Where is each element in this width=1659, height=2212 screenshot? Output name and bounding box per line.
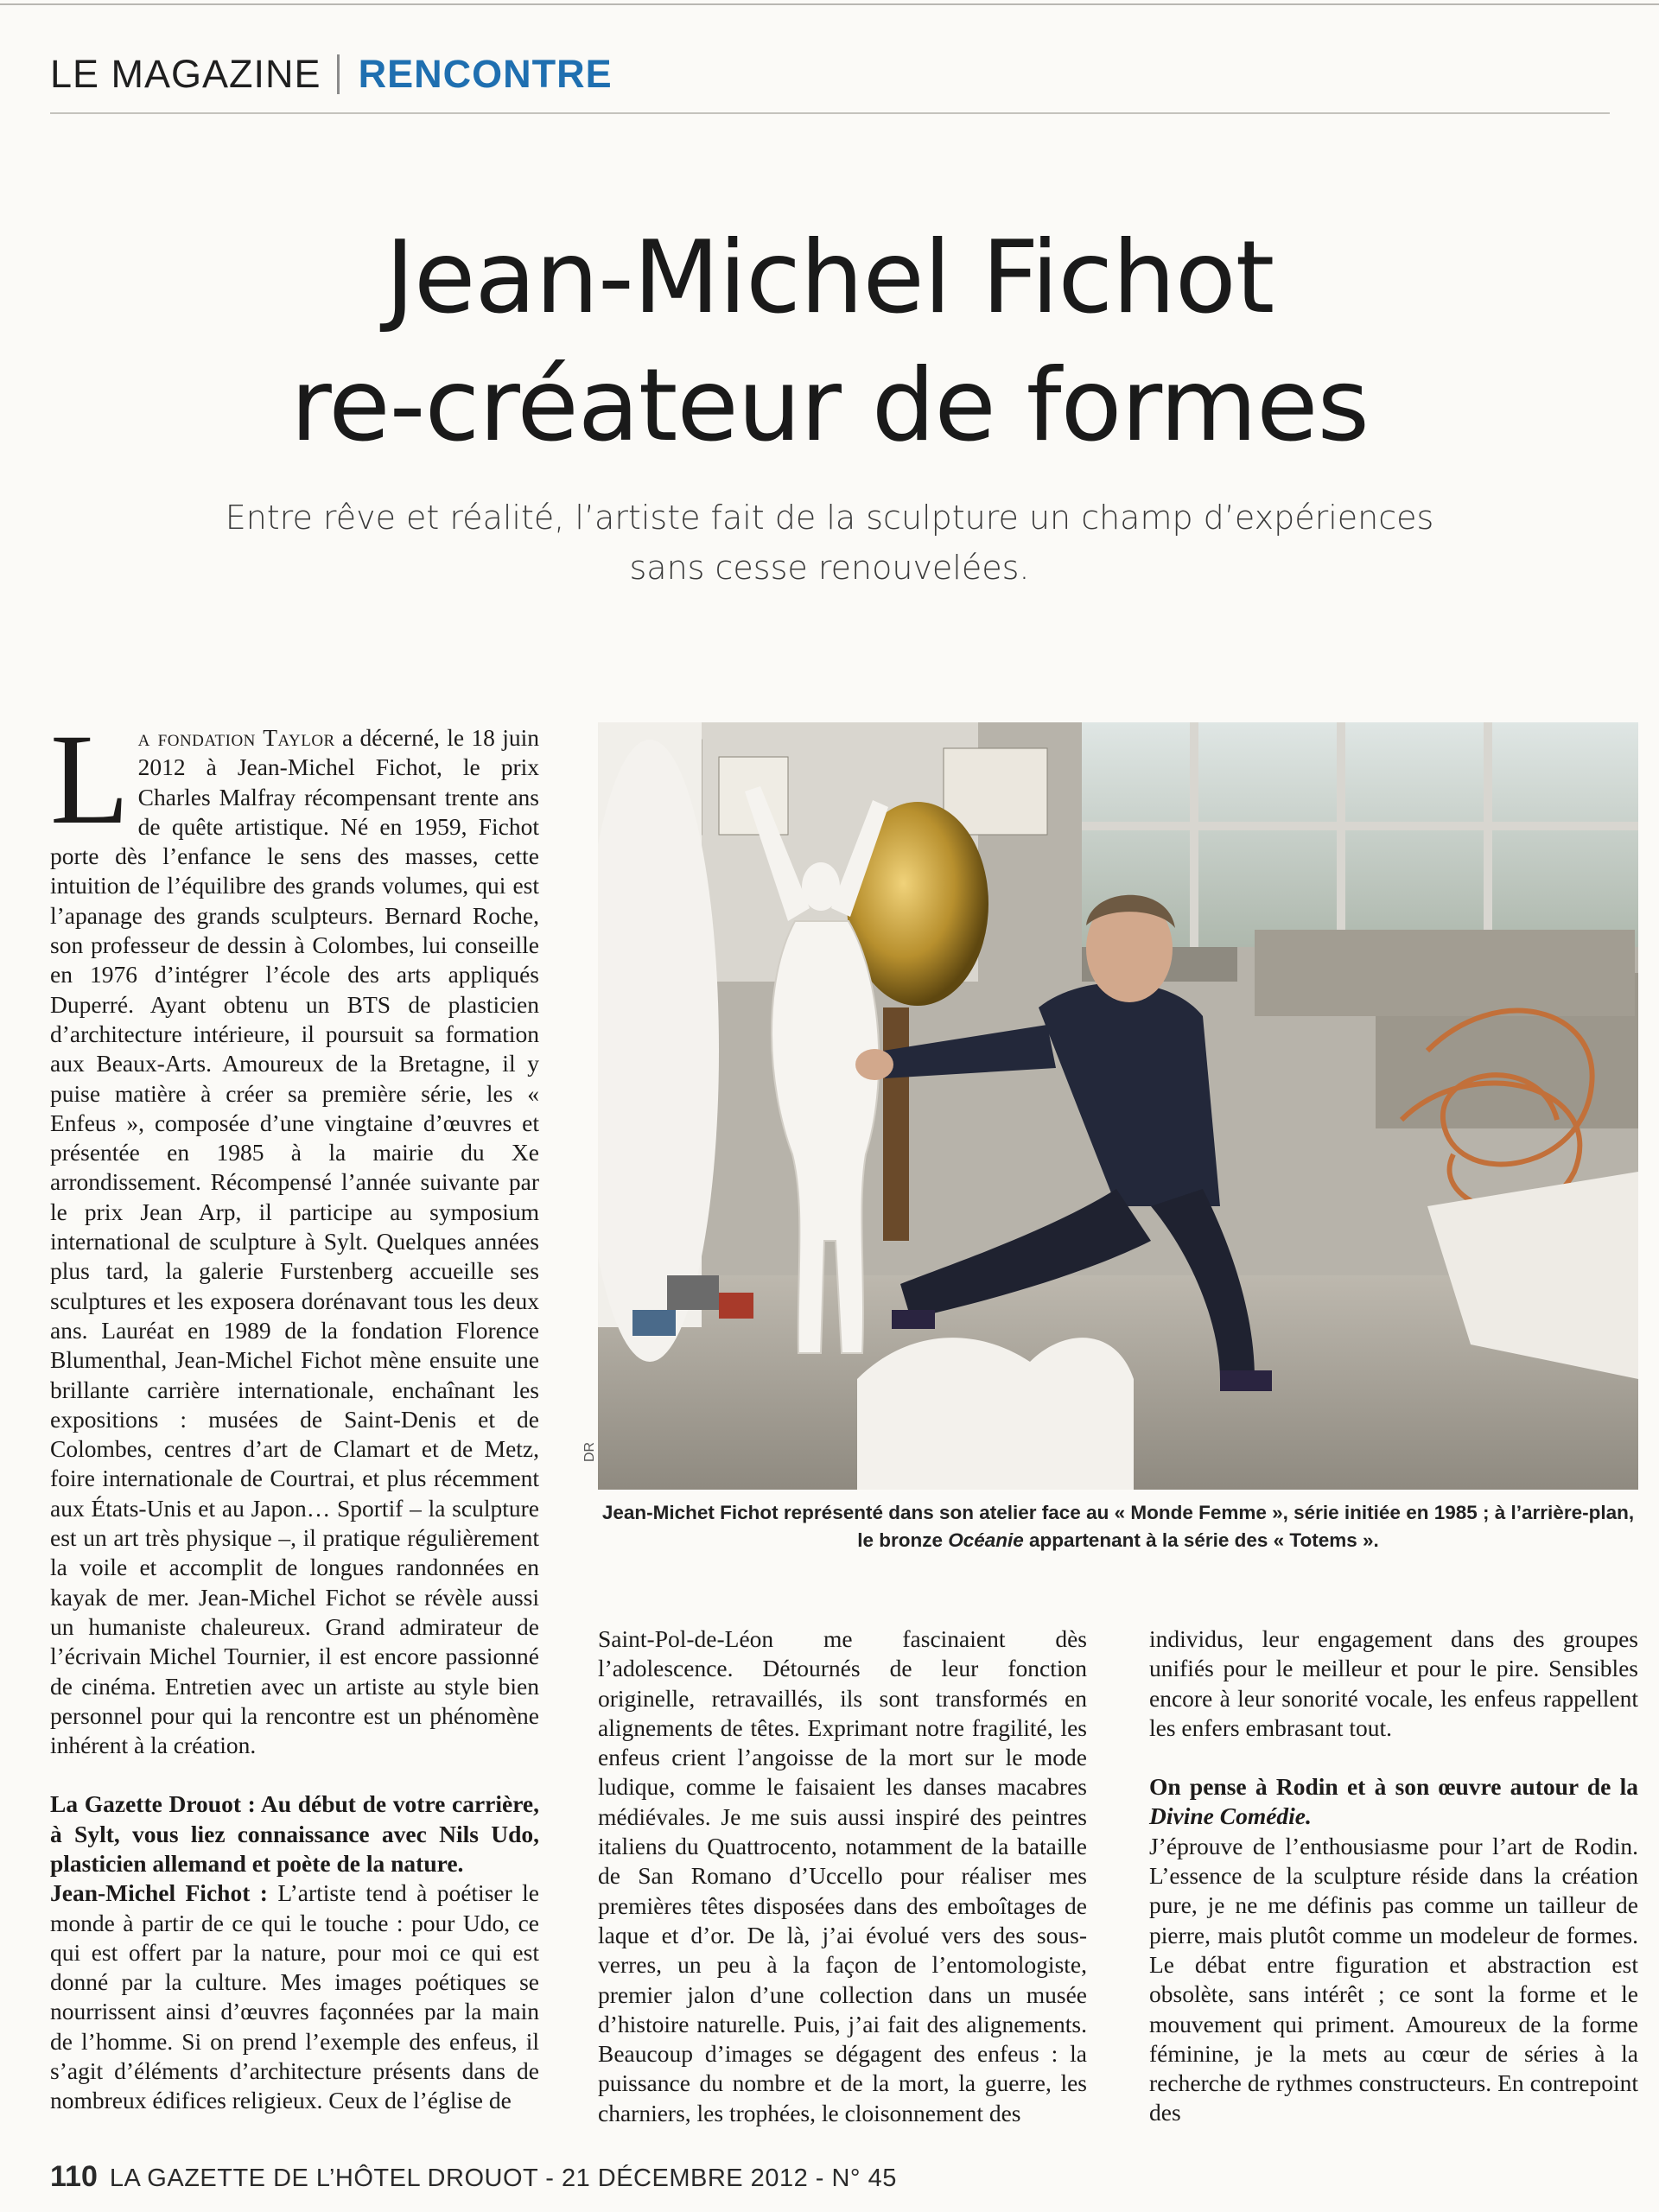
- caption-line-2-suffix: appartenant à la série des « Totems ».: [1023, 1529, 1379, 1551]
- caption-line-2: [598, 1527, 1638, 1554]
- article-deck: [0, 493, 1659, 593]
- page-footer: [50, 2160, 897, 2194]
- deck-line-1: Entre rêve et réalité, l’artiste fait de la sculpture un champ d’expériences: [225, 499, 1434, 537]
- top-edge-line: [0, 3, 1659, 5]
- section-header: [50, 48, 613, 100]
- question-2-work-title: Divine Comédie.: [1149, 1802, 1312, 1830]
- answer-1-text: L’artiste tend à poétiser le monde à partir de ce qui le touche : pour Udo, ce qui est offert par la nature, pour moi ce qui est donné par la culture. Mes images poétiques se nourrissent ainsi d’œuvres façonnées par la main de l’homme. Si on prend l’exemple des enfeus, il s’agit d’éléments d’architecture présents dans de nombreux édifices religieux. Ceux de l’église de: [50, 1879, 540, 2114]
- header-separator: [337, 54, 340, 94]
- caption-work-title: Océanie: [948, 1529, 1024, 1551]
- caption-line-1: Jean-Michet Fichot représenté dans son atelier face au « Monde Femme », série initiée en 1985 ; à l’arrière-plan,: [601, 1502, 1635, 1523]
- question-1: La Gazette Drouot : Au début de votre carrière, à Sylt, vous liez connaissance avec Nils Udo, plasticien allemand et poète de la nature.: [50, 1790, 539, 1877]
- intro-text: a décerné, le 18 juin 2012 à Jean-Michel Fichot, le prix Charles Malfray récompensant trente ans de quête artistique. Né en 1959, Fichot porte dès l’enfance le sens des masses, cette intuition de l’équilibre des grands volumes, qui est l’apanage des grands sculpteurs. Bernard Roche, son professeur de dessin à Colombes, lui conseille en 1976 d’intégrer l’école des arts appliqués Duperré. Ayant obtenu un BTS de plasticien d’architecture intérieure, il poursuit sa formation aux Beaux-Arts. Amoureux de la Bretagne, il y puise matière à créer sa première série, les « Enfeus », composée d’une vingtaine d’œuvres et présentée en 1985 à la mairie du Xe arrondissement. Récompensé l’année suivante par le prix Jean Arp, il participe au symposium international de sculpture à Sylt. Quelques années plus tard, la galerie Furstenberg accueille ses sculptures et les exposera dorénavant tous les deux ans. Lauréat en 1989 de la fondation Florence Blumenthal, Jean-Michel Fichot mène ensuite une brillante carrière internationale, enchaînant les expositions : musées de Saint-Denis et de Colombes, centres d’art de Clamart et de Metz, foire internationale de Courtrai, et plus récemment aux États-Unis et au Japon… Sportif – la sculpture est un art très physique –, il pratique régulièrement la voile et accomplit de longues randonnées en kayak de mer. Jean-Michel Fichot se révèle aussi un humaniste chaleureux. Grand admirateur de l’écrivain Michel Tournier, il est encore passionné de cinéma. Entretien avec un artiste au style bien personnel pour qui la rencontre est un phénomène inhérent à la création.: [50, 724, 539, 1759]
- body-column-1: [50, 708, 540, 2116]
- intro-paragraph: [50, 708, 539, 1760]
- magazine-label: LE MAGAZINE: [50, 52, 321, 96]
- answer-1-part-1: [50, 1878, 539, 2115]
- title-line-1: Jean-Michel Fichot: [385, 219, 1274, 336]
- studio-photo: [598, 722, 1638, 1490]
- section-label: RENCONTRE: [358, 52, 613, 96]
- article-title: [0, 214, 1659, 470]
- page-number: 110: [50, 2160, 98, 2193]
- photo-caption: [598, 1499, 1638, 1554]
- header-rule: [50, 112, 1610, 114]
- publication-line: LA GAZETTE DE L’HÔTEL DROUOT - 21 DÉCEMBRE 2012 - N° 45: [109, 2164, 897, 2192]
- answer-2: J’éprouve de l’enthousiasme pour l’art de Rodin. L’essence de la sculpture réside dans la création pure, je ne me définis pas comme un tailleur de pierre, mais plutôt comme un modeleur de formes. Le débat entre figuration et abstraction est obsolète, sans intérêt ; ce sont la forme et le mouvement qui priment. Amoureux de la forme féminine, je la mets au cœur de séries à la recherche de rythmes constructeurs. En contrepoint des: [1149, 1832, 1638, 2126]
- title-line-2: re-créateur de formes: [290, 347, 1369, 464]
- question-2-text: On pense à Rodin et à son œuvre autour de la: [1149, 1773, 1638, 1801]
- answer-1-part-3: individus, leur engagement dans des groupes unifiés pour le meilleur et pour le pire. Sensibles encore à leur sonorité vocale, les enfeus rappellent les enfers embrasant tout.: [1149, 1625, 1638, 1741]
- question-2: [1149, 1772, 1638, 1832]
- body-column-2: [598, 1624, 1087, 2128]
- deck-line-2: sans cesse renouvelées.: [629, 549, 1030, 587]
- caption-line-2-prefix: le bronze: [857, 1529, 949, 1551]
- answer-1-part-2: Saint-Pol-de-Léon me fascinaient dès l’adolescence. Détournés de leur fonction originelle, retravaillés, ils sont transformés en alignements de têtes. Exprimant notre fragilité, les enfeus crient l’angoisse de la mort sur le mode ludique, comme le faisaient les danses macabres médiévales. Je me suis aussi inspiré des peintres italiens du Quattrocento, notamment de la bataille de San Romano d’Uccello pour réaliser mes premières têtes disposées dans des emboîtages de laque et d’or. De là, j’ai évolué vers des sous-verres, un peu à la façon de l’entomologiste, premier jalon d’une collection dans un musée d’histoire naturelle. Puis, j’ai fait des alignements. Beaucoup d’images se dégagent des enfeus : la puissance du nombre et de la mort, la guerre, les charniers, les trophées, le cloisonnement des: [598, 1625, 1087, 2126]
- studio-photo-image: [598, 722, 1638, 1490]
- lead-in: a fondation Taylor: [137, 724, 335, 751]
- drop-cap: L: [50, 708, 130, 851]
- answer-speaker: Jean-Michel Fichot :: [50, 1879, 268, 1907]
- body-column-3: [1149, 1624, 1638, 2128]
- photo-credit: DR: [582, 1441, 597, 1462]
